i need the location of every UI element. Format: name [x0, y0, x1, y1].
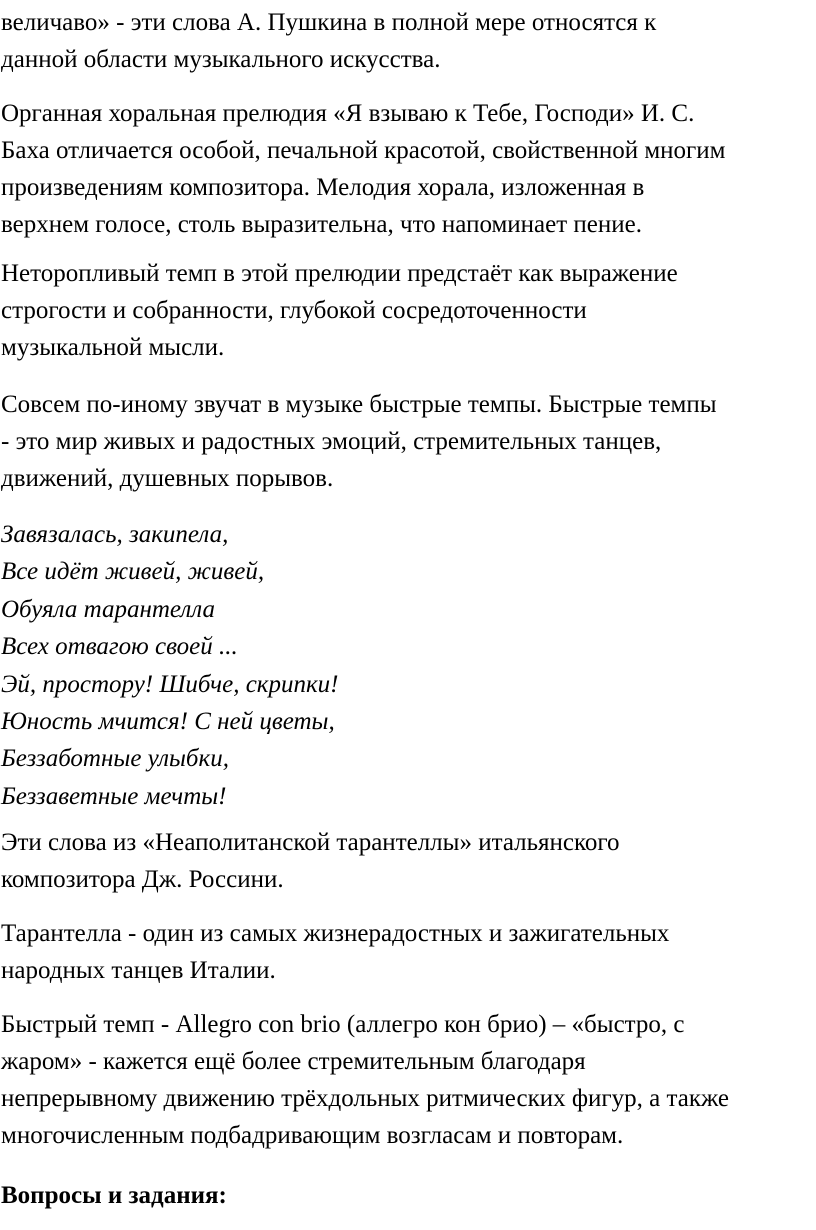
- poem-line: Завязалась, закипела,: [1, 521, 229, 548]
- paragraph-bach-prelude: [1, 95, 813, 243]
- text-line: Эти слова из «Неаполитанской тарантеллы» итальянского: [1, 829, 620, 856]
- paragraph-rossini: [1, 824, 813, 898]
- poem-line: Все идёт живей, живей,: [1, 558, 265, 586]
- text-line: данной области музыкального искусства.: [1, 46, 441, 73]
- text-line: - это мир живых и радостных эмоций, стремительных танцев,: [1, 428, 662, 455]
- text-line: произведениям композитора. Мелодия хорала, изложенная в: [1, 174, 645, 201]
- text-line: Тарантелла - один из самых жизнерадостных и зажигательных: [1, 920, 670, 947]
- paragraph-pushkin-quote: [1, 4, 813, 78]
- paragraph-allegro: [1, 1006, 813, 1154]
- paragraph-slow-tempo: [1, 255, 813, 366]
- text-line: Совсем по-иному звучат в музыке быстрые темпы. Быстрые темпы: [1, 391, 717, 418]
- paragraph-fast-tempo: [1, 386, 813, 497]
- text-line: музыкальной мысли.: [1, 334, 225, 361]
- poem-tarantella: [1, 516, 813, 815]
- text-line: Баха отличается особой, печальной красотой, свойственной многим: [1, 137, 726, 164]
- text-line: верхнем голосе, столь выразительна, что напоминает пение.: [1, 211, 643, 238]
- text-line: Органная хоральная прелюдия «Я взываю к Тебе, Господи» И. С.: [1, 100, 695, 127]
- text-line: жаром» - кажется ещё более стремительным благодаря: [1, 1048, 586, 1075]
- text-line: величаво» - эти слова А. Пушкина в полной мере относятся к: [1, 9, 657, 36]
- poem-line: Беззаветные мечты!: [1, 782, 227, 810]
- text-line: композитора Дж. Россини.: [1, 866, 284, 893]
- text-line: народных танцев Италии.: [1, 957, 276, 984]
- text-line: Быстрый темп - Allegro con brio (аллегро кон брио) – «быстро, с: [1, 1011, 685, 1038]
- poem-line: Юность мчится! С ней цветы,: [1, 707, 335, 735]
- text-line: Неторопливый темп в этой прелюдии предстаёт как выражение: [1, 260, 678, 287]
- questions-heading: Вопросы и задания:: [1, 1182, 227, 1209]
- text-line: строгости и собранности, глубокой сосредоточенности: [1, 297, 587, 324]
- poem-line: Всех отвагою своей ...: [1, 633, 238, 661]
- poem-line: Обуяла тарантелла: [1, 595, 215, 623]
- text-line: многочисленным подбадривающим возгласам и повторам.: [1, 1122, 624, 1149]
- text-line: непрерывному движению трёхдольных ритмических фигур, а также: [1, 1085, 730, 1112]
- paragraph-tarantella-dance: [1, 915, 813, 989]
- poem-line: Эй, простору! Шибче, скрипки!: [1, 670, 339, 698]
- poem-line: Беззаботные улыбки,: [1, 745, 229, 773]
- text-line: движений, душевных порывов.: [1, 465, 334, 492]
